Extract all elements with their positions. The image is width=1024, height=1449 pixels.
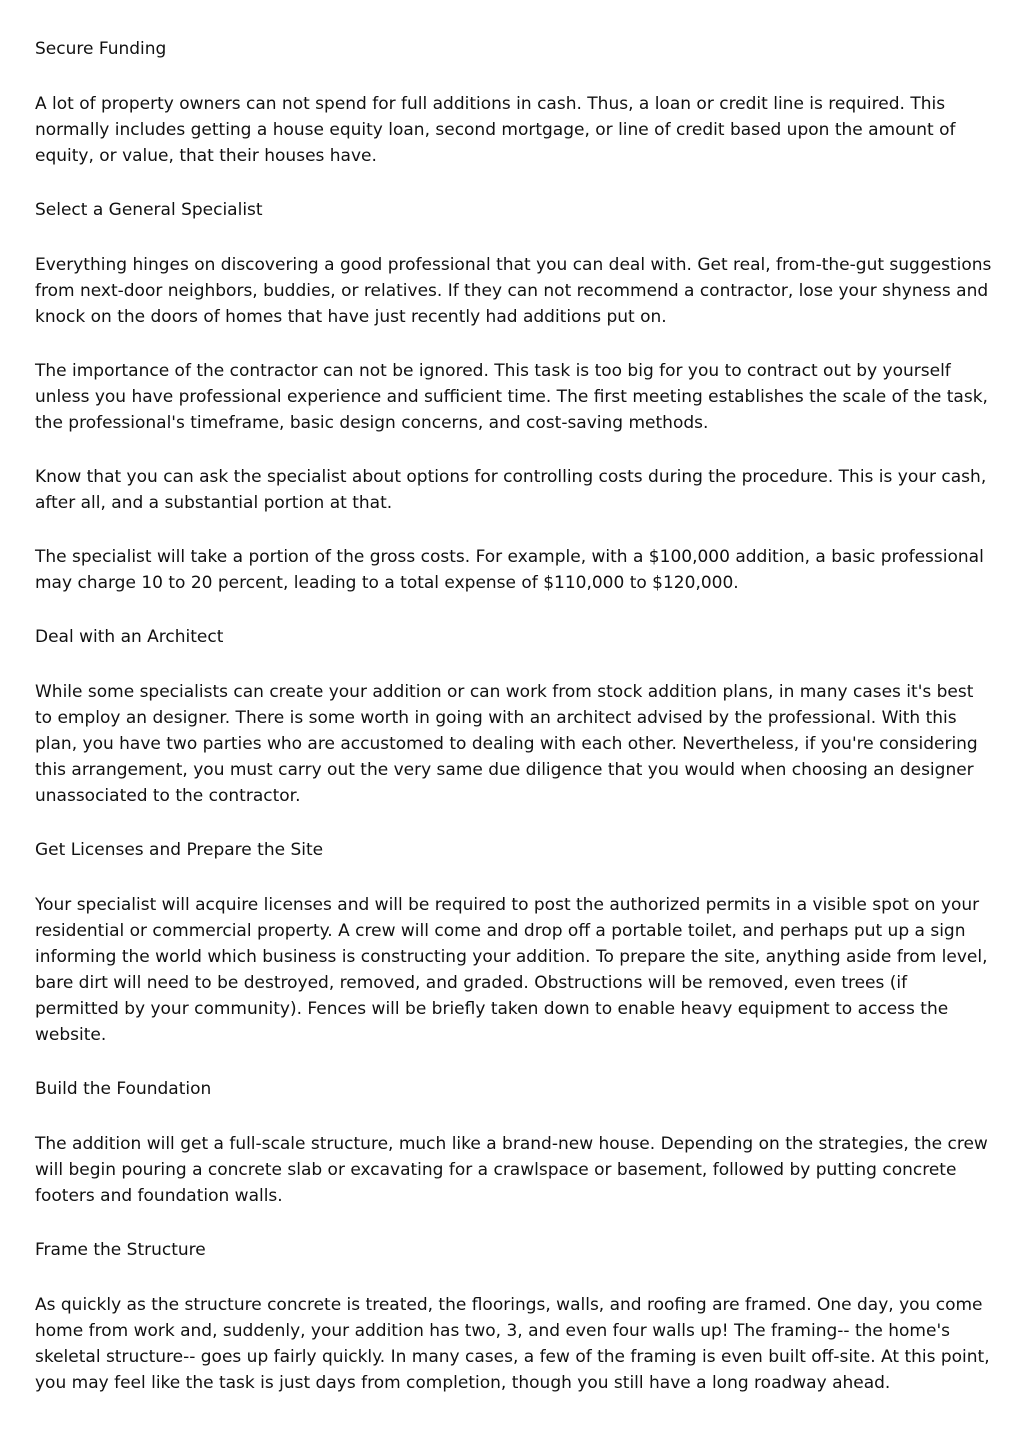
- paragraph: Your specialist will acquire licenses and will be required to post the authorized permits in a visible spot on your residential or commercial property. A crew will come and drop off a portable toilet, and perhaps put up a sign informing the world which business is constructing your addition. To prepare the site, anything aside from level, bare dirt will need to be destroyed, removed, and graded. Obstructions will be removed, even trees (if permitted by your community). Fences will be briefly taken down to enable heavy equipment to access the website.: [35, 895, 988, 1045]
- section-heading-secure-funding: Secure Funding: [35, 39, 167, 59]
- paragraph: The addition will get a full-scale structure, much like a brand-new house. Depending on the strategies, the crew will begin pouring a concrete slab or excavating for a crawlspace or basement, followed by putting concrete footers and foundation walls.: [35, 1134, 988, 1206]
- paragraph: As quickly as the structure concrete is treated, the floorings, walls, and roofing are framed. One day, you come home from work and, suddenly, your addition has two, 3, and even four walls up! The framing-- the home's skeletal structure-- goes up fairly quickly. In many cases, a few of the framing is even built off-site. At this point, you may feel like the task is just days from completion, though you still have a long roadway ahead.: [35, 1295, 990, 1393]
- paragraph: The importance of the contractor can not be ignored. This task is too big for you to contract out by yourself unless you have professional experience and sufficient time. The first meeting establishes the scale of the task, the professional's timeframe, basic design concerns, and cost-saving methods.: [35, 361, 988, 433]
- paragraph: While some specialists can create your addition or can work from stock addition plans, in many cases it's best to employ an designer. There is some worth in going with an architect advised by the professional. With this plan, you have two parties who are accustomed to dealing with each other. Nevertheless, if you're considering this arrangement, you must carry out the very same due diligence that you would when choosing an designer unassociated to the contractor.: [35, 682, 978, 806]
- section-heading-select-general-specialist: Select a General Specialist: [35, 200, 263, 220]
- paragraph: Know that you can ask the specialist about options for controlling costs during the procedure. This is your cash, after all, and a substantial portion at that.: [35, 467, 987, 513]
- paragraph: Everything hinges on discovering a good professional that you can deal with. Get real, from-the-gut suggestions from next-door neighbors, buddies, or relatives. If they can not recommend a contractor, lose your shyness and knock on the doors of homes that have just recently had additions put on.: [35, 255, 992, 327]
- paragraph: The specialist will take a portion of the gross costs. For example, with a $100,000 addition, a basic professional may charge 10 to 20 percent, leading to a total expense of $110,000 to $120,000.: [35, 547, 984, 593]
- section-heading-get-licenses: Get Licenses and Prepare the Site: [35, 840, 324, 860]
- section-heading-deal-with-architect: Deal with an Architect: [35, 627, 224, 647]
- section-heading-build-foundation: Build the Foundation: [35, 1079, 212, 1099]
- paragraph: A lot of property owners can not spend for full additions in cash. Thus, a loan or credit line is required. This normally includes getting a house equity loan, second mortgage, or line of credit based upon the amount of equity, or value, that their houses have.: [35, 94, 956, 166]
- section-heading-frame-structure: Frame the Structure: [35, 1240, 206, 1260]
